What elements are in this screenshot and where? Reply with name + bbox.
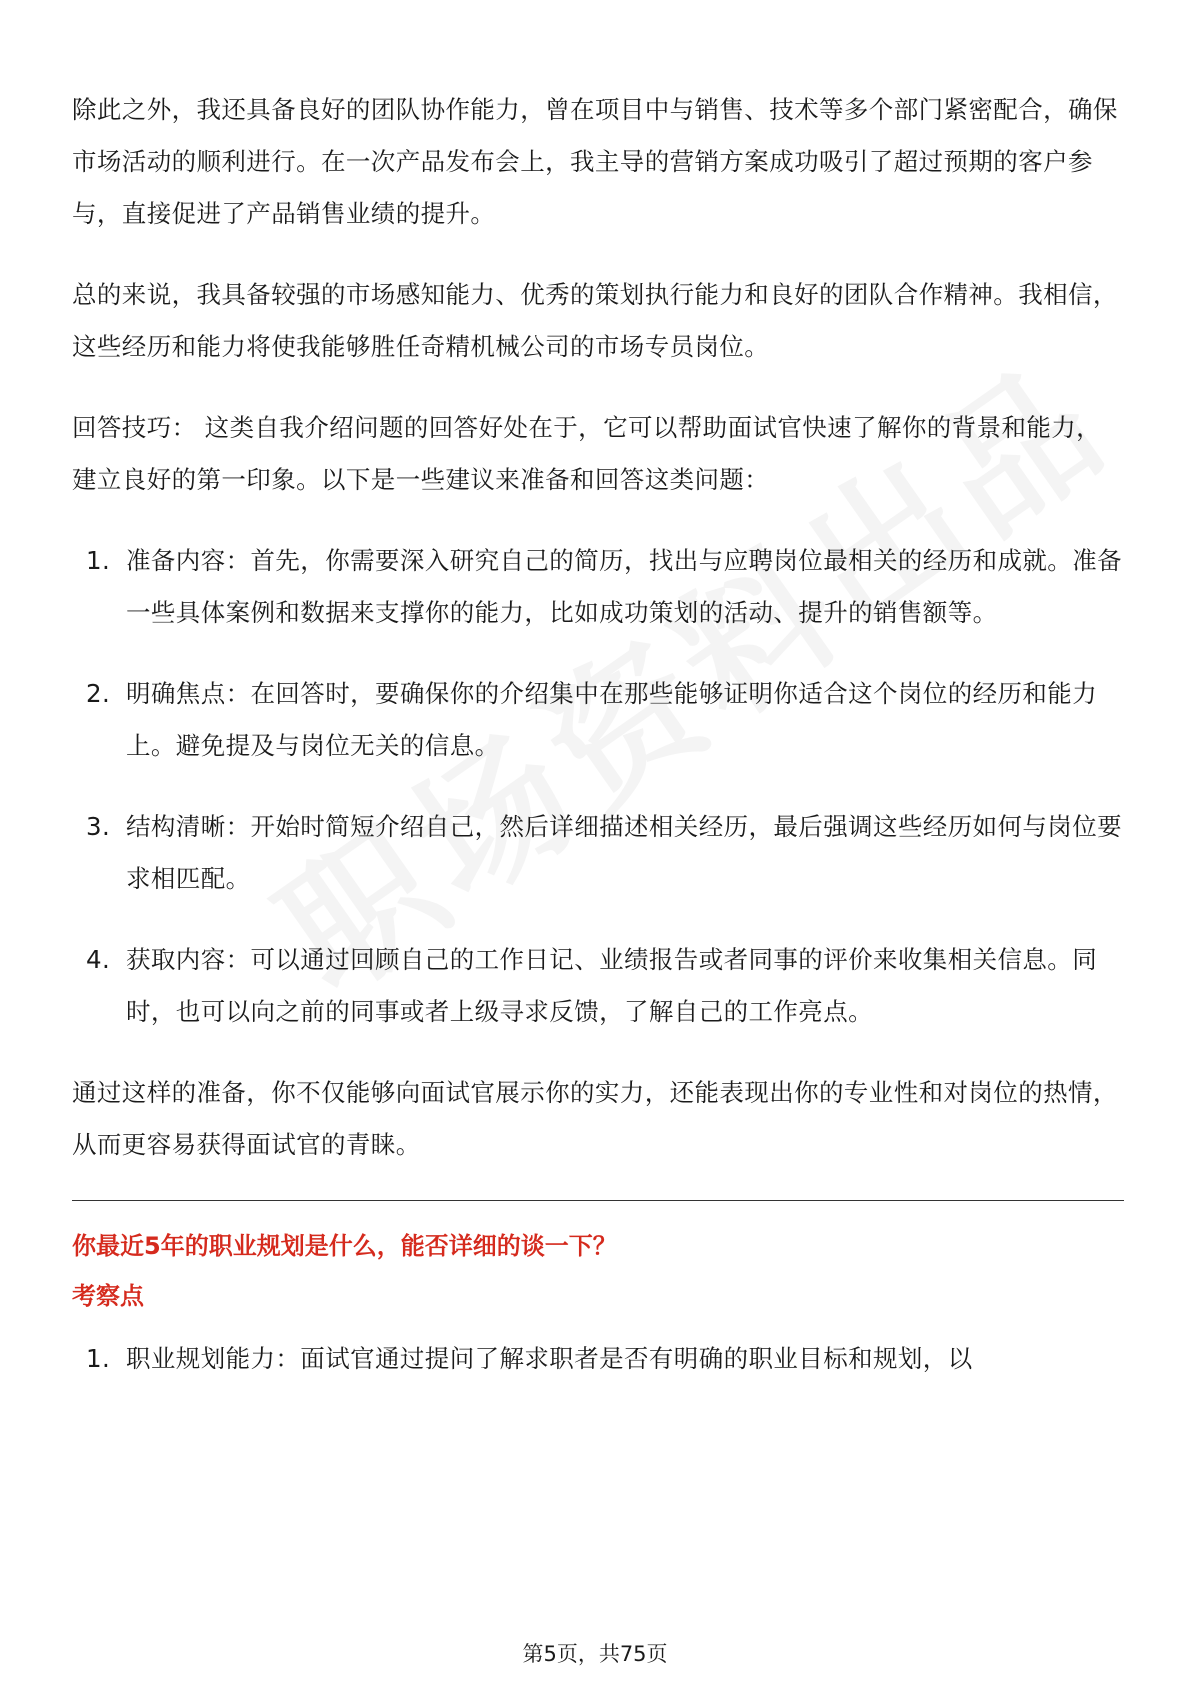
list-item-number: 2. [86, 679, 111, 708]
section-subhead: 考察点 [72, 1282, 144, 1310]
paragraph-teamwork: 除此之外，我还具备良好的团队协作能力，曾在项目中与销售、技术等多个部门紧密配合，确保市场活动的顺利进行。在一次产品发布会上，我主导的营销方案成功吸引了超过预期的客户参与，直接促进了产品销售业绩的提升。 [72, 95, 1118, 228]
list-item-text: 明确焦点：在回答时，要确保你的介绍集中在那些能够证明你适合这个岗位的经历和能力上。避免提及与岗位无关的信息。 [126, 679, 1098, 760]
list-item-number: 1. [86, 546, 111, 575]
page-number: 第5页，共75页 [522, 1642, 668, 1666]
list-item [72, 934, 1124, 1038]
list-item [72, 668, 1124, 772]
list-item-text: 准备内容：首先，你需要深入研究自己的简历，找出与应聘岗位最相关的经历和成就。准备一些具体案例和数据来支撑你的能力，比如成功策划的活动、提升的销售额等。 [126, 546, 1122, 627]
paragraph-summary: 总的来说，我具备较强的市场感知能力、优秀的策划执行能力和良好的团队合作精神。我相信，这些经历和能力将使我能够胜任奇精机械公司的市场专员岗位。 [72, 280, 1118, 361]
list-item [72, 535, 1124, 639]
list-item-number: 1. [86, 1344, 111, 1373]
paragraph-answer-tips: 回答技巧： 这类自我介绍问题的回答好处在于，它可以帮助面试官快速了解你的背景和能力，建立良好的第一印象。以下是一些建议来准备和回答这类问题： [72, 413, 1102, 494]
paragraph-closing: 通过这样的准备，你不仅能够向面试官展示你的实力，还能表现出你的专业性和对岗位的热情，从而更容易获得面试官的青睐。 [72, 1078, 1118, 1159]
evaluation-points-list [72, 1333, 1124, 1385]
list-item-text: 获取内容：可以通过回顾自己的工作日记、业绩报告或者同事的评价来收集相关信息。同时，也可以向之前的同事或者上级寻求反馈，了解自己的工作亮点。 [126, 945, 1098, 1026]
list-item [72, 801, 1124, 905]
list-item-text: 职业规划能力：面试官通过提问了解求职者是否有明确的职业目标和规划，以 [126, 1344, 973, 1373]
list-item-text: 结构清晰：开始时简短介绍自己，然后详细描述相关经历，最后强调这些经历如何与岗位要求相匹配。 [126, 812, 1122, 893]
list-item-number: 3. [86, 812, 111, 841]
section-divider [72, 1200, 1124, 1201]
question-title: 你最近5年的职业规划是什么，能否详细的谈一下？ [72, 1232, 617, 1260]
page-content [72, 84, 1124, 1414]
tips-list [72, 535, 1124, 1038]
list-item [72, 1333, 1124, 1385]
list-item-number: 4. [86, 945, 111, 974]
